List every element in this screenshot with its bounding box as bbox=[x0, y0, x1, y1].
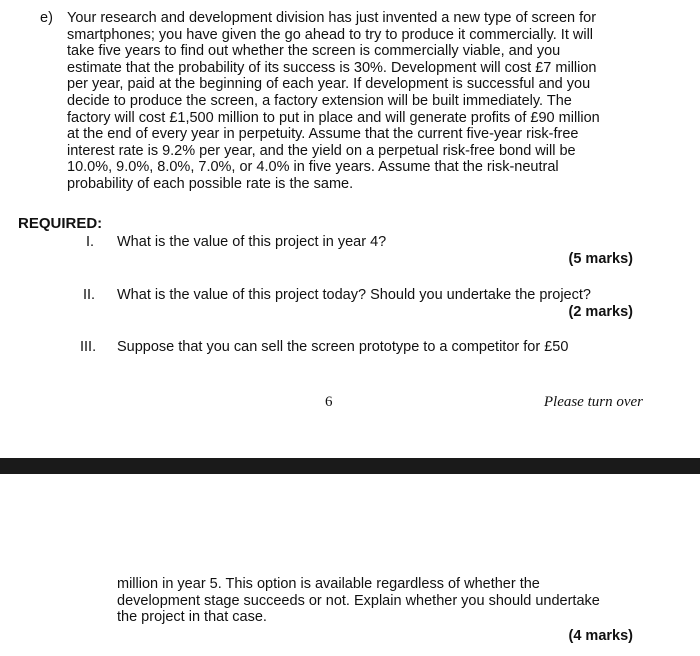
continuation-line: development stage succeeds or not. Explain whether you should undertake bbox=[117, 592, 600, 609]
item-numeral: I. bbox=[86, 234, 95, 250]
continuation-line: the project in that case. bbox=[117, 609, 267, 626]
paragraph-line: estimate that the probability of its success is 30%. Development will cost £7 million bbox=[67, 59, 597, 76]
item-marks: (5 marks) bbox=[568, 251, 633, 267]
item-numeral: III. bbox=[80, 339, 97, 355]
paragraph-line: per year, paid at the beginning of each year. If development is successful and you bbox=[67, 76, 591, 93]
paragraph-line: take five years to find out whether the screen is commercially viable, and you bbox=[67, 43, 561, 60]
item-question: What is the value of this project in year 4? bbox=[117, 234, 387, 250]
turn-over-note: Please turn over bbox=[543, 394, 643, 410]
page-break-divider bbox=[0, 458, 700, 474]
paragraph-line: smartphones; you have given the go ahead to try to produce it commercially. It will bbox=[67, 26, 594, 43]
paragraph-line: Your research and development division has just invented a new type of screen for bbox=[67, 10, 597, 26]
question-label: e) bbox=[40, 10, 53, 26]
question-paragraph bbox=[67, 10, 667, 193]
item-marks: (2 marks) bbox=[568, 304, 633, 320]
paragraph-line: probability of each possible rate is the same. bbox=[67, 175, 354, 192]
item-numeral: II. bbox=[83, 287, 96, 303]
item-question: What is the value of this project today? Should you undertake the project? bbox=[117, 287, 591, 303]
page-number: 6 bbox=[325, 394, 333, 410]
required-heading: REQUIRED: bbox=[18, 215, 103, 232]
paragraph-line: 10.0%, 9.0%, 8.0%, 7.0%, or 4.0% in five years. Assume that the risk-neutral bbox=[67, 159, 559, 176]
paragraph-line: at the end of every year in perpetuity. Assume that the current five-year risk-free bbox=[67, 126, 579, 143]
item-continuation bbox=[117, 576, 600, 626]
paragraph-line: interest rate is 9.2% per year, and the yield on a perpetual risk-free bond will be bbox=[67, 142, 576, 159]
paragraph-line: decide to produce the screen, a factory extension will be built immediately. The bbox=[67, 92, 572, 109]
item-question: Suppose that you can sell the screen prototype to a competitor for £50 bbox=[117, 339, 569, 355]
continuation-line: million in year 5. This option is available regardless of whether the bbox=[117, 576, 540, 592]
item-marks: (4 marks) bbox=[568, 628, 633, 644]
paragraph-line: factory will cost £1,500 million to put in place and will generate profits of £90 million bbox=[67, 109, 600, 126]
